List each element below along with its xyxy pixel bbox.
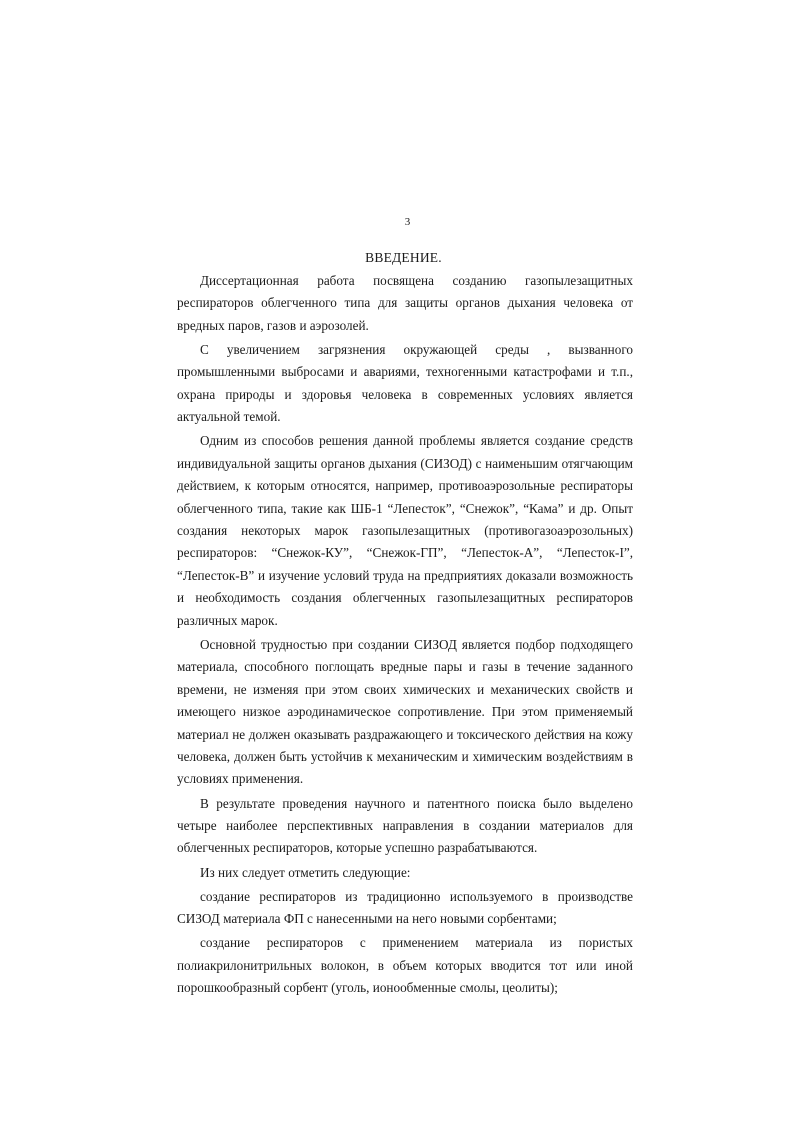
- paragraph: Основной трудностью при создании СИЗОД является подбор подходящего материала, способного поглощать вредные пары и газы в течение заданного времени, не изменяя при этом своих химических и механических свойств и имеющего низкое аэродинамическое сопротивление. При этом применяемый материал не должен оказывать раздражающего и токсического действия на кожу человека, должен быть устойчив к механическим и химическим воздействиям в условиях применения.: [177, 636, 633, 787]
- section-heading: ВВЕДЕНИЕ.: [365, 250, 442, 265]
- paragraph: С увеличением загрязнения окружающей среды , вызванного промышленными выбросами и авариями, техногенными катастрофами и т.п., охрана природы и здоровья человека в современных условиях является актуальной темой.: [177, 342, 633, 425]
- list-item: создание респираторов с применением материала из пористых полиакрилонитрильных волокон, в объем которых вводится тот или иной порошкообразный сорбент (уголь, ионообменные смолы, цеолиты);: [177, 935, 633, 996]
- paragraph: В результате проведения научного и патентного поиска было выделено четыре наиболее перспективных направления в создании материалов для облегченных респираторов, которые успешно разрабатываются.: [177, 795, 633, 856]
- body-text: [177, 270, 633, 1001]
- page-number: 3: [404, 216, 411, 228]
- paragraph: Одним из способов решения данной проблемы является создание средств индивидуальной защиты органов дыхания (СИЗОД) с наименьшим отягчающим действием, к которым относятся, например, противоаэрозольные респираторы облегченного типа, такие как ШБ-1 “Лепесток”, “Снежок”, “Кама” и др. Опыт создания некоторых марок газопылезащитных (противогазоаэрозольных) респираторов: “Снежок-КУ”, “Снежок-ГП”, “Лепесток-А”, “Лепесток-I”, “Лепесток-В” и изучение условий труда на предприятиях доказали возможность и необходимость создания облегченных газопылезащитных респираторов различных марок.: [177, 433, 633, 628]
- paragraph: Диссертационная работа посвящена созданию газопылезащитных респираторов облегченного типа для защиты органов дыхания человека от вредных паров, газов и аэрозолей.: [177, 273, 633, 333]
- paragraph: Из них следует отметить следующие:: [200, 864, 411, 880]
- list-item: создание респираторов из традиционно используемого в производстве СИЗОД материала ФП с нанесенными на него новыми сорбентами;: [177, 888, 633, 927]
